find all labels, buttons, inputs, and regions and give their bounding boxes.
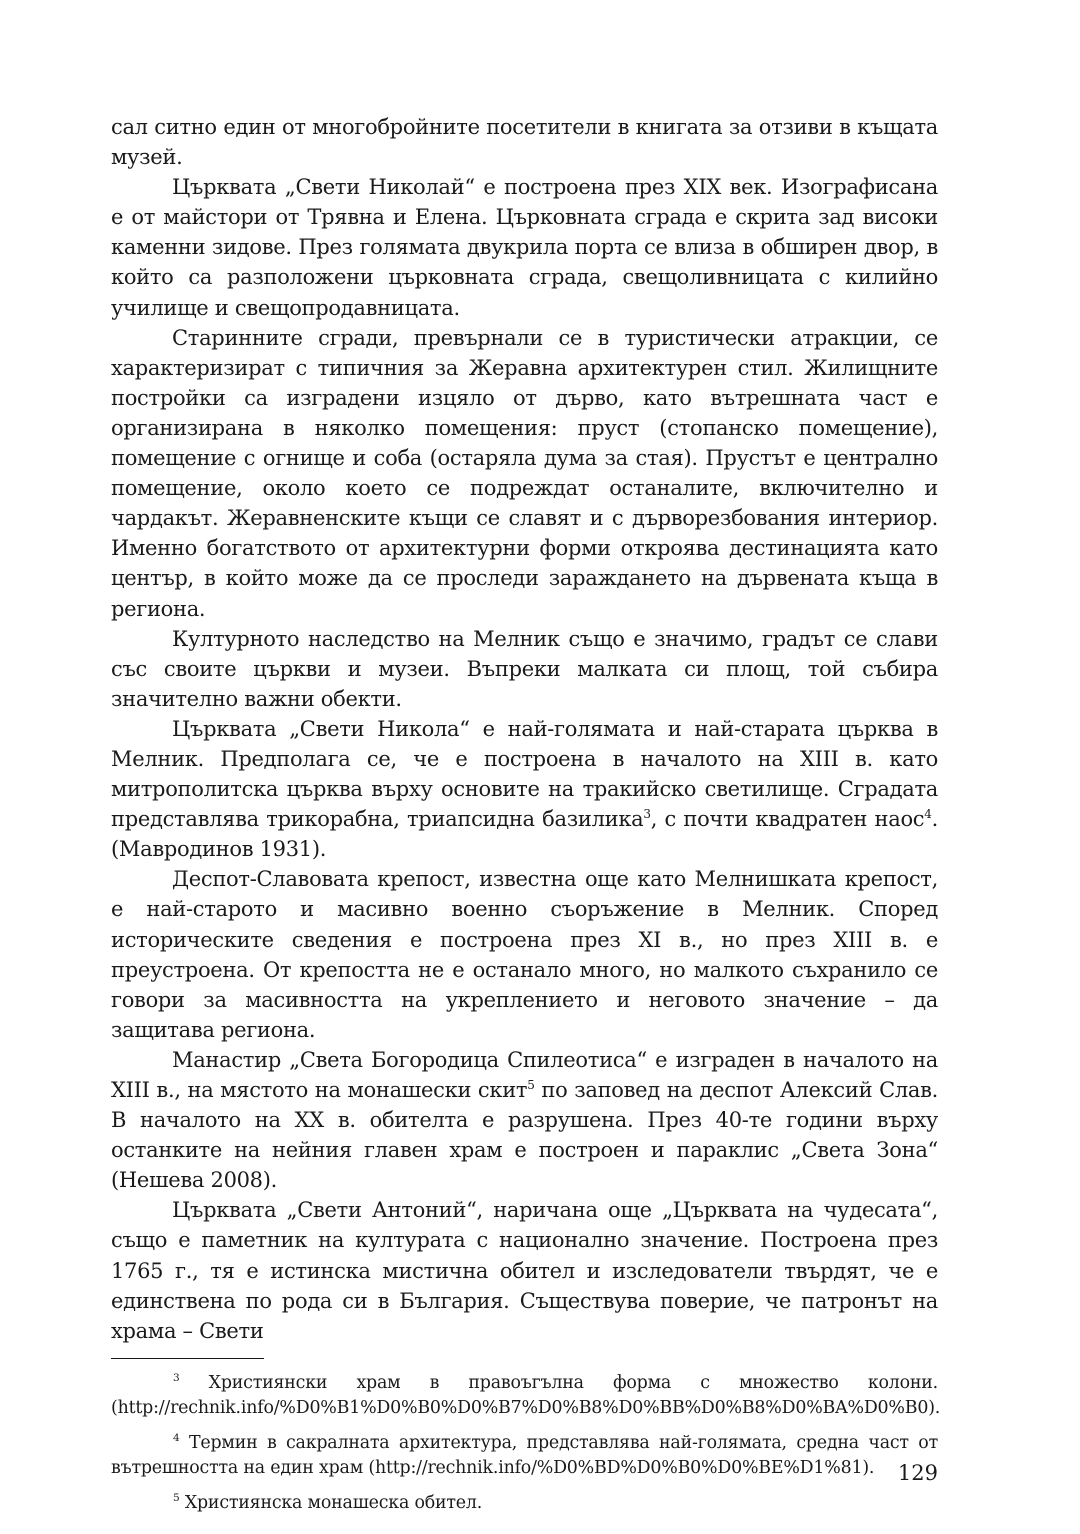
paragraph-8: Църквата „Свети Антоний“, наричана още „Църквата на чудесата“, също е паметник на културата с национално значение. Построена през 1765 г., тя е истинска мистична обител и изследователи твърдят, че е единствена по рода си в България. Съществува поверие, че патронът на храма – Свети: [111, 1198, 938, 1343]
page-number: 129: [897, 1461, 938, 1485]
paragraph-5-text-a: Църквата „Свети Никола“ е най-голямата и най-старата църква в Мелник. Предполага се, че е построена в началото на XIII в. като митрополитска църква върху основите на тракийско светилище. Сградата представлява трикорабна, триапсидна базилика: [111, 716, 938, 832]
paragraph-4: Културното наследство на Мелник също е значимо, градът се слави със своите църкви и музеи. Въпреки малката си площ, той събира значително важни обекти.: [111, 626, 938, 711]
paragraph-7-text-b: по заповед на деспот Алексий Слав. В началото на XX в. обителта е разрушена. През 40-те години върху останките на нейния главен храм е построен и параклис „Света Зона“ (Нешева 2008).: [111, 1078, 938, 1193]
footnotes: [111, 1371, 941, 1517]
footnote-marker-3: 3: [173, 1372, 180, 1385]
footnote-4: [111, 1431, 938, 1482]
footnote-marker-4: 4: [173, 1432, 180, 1445]
footnote-4-text: Термин в сакралната архитектура, представлява най-голямата, средна част от вътрешността на един храм (http://rechnik.info/%D0%BD%D0%B0%D0%BE%D1%81).: [111, 1432, 938, 1479]
paragraph-7: [111, 1045, 938, 1195]
footnote-ref-4[interactable]: 4: [924, 807, 932, 822]
footnote-5-text: Християнска монашеска обител.: [184, 1492, 483, 1513]
paragraph-2: Църквата „Свети Николай“ е построена през XIX век. Изографисана е от майстори от Трявна и Елена. Църковната сграда е скрита зад високи каменни зидове. През голямата двукрила порта се влиза в обширен двор, в който са разположени църковната сграда, свещоливницата с килийно училище и свещопродавницата.: [111, 175, 938, 320]
footnote-5: [111, 1491, 938, 1517]
paragraph-6: Деспот-Славовата крепост, известна още като Мелнишката крепост, е най-старото и масивно военно съоръжение в Мелник. Според историческите сведения е построена през XI в., но през XIII в. е преустроена. От крепостта не е останало много, но малкото съхранило се говори за масивността на укреплението и неговото значение – да защитава региона.: [111, 867, 938, 1042]
paragraph-5: [111, 714, 938, 864]
footnote-3-text: Християнски храм в правоъгълна форма с множество колони. (http://rechnik.info/%D0%B1%D0%B0%D0%B7%D0%B8%D0%BB%D0%B8%D0%BA%D0%B0).: [111, 1372, 941, 1419]
footnote-3: [111, 1371, 941, 1422]
paragraph-1: сал ситно един от многобройните посетители в книгата за отзиви в къщата музей.: [111, 115, 938, 170]
page-content: [111, 112, 941, 1525]
footnote-divider: [111, 1358, 264, 1359]
body-text: [111, 112, 938, 1346]
paragraph-5-text-b: , с почти квадратен наос: [650, 807, 925, 832]
paragraph-3: Старинните сгради, превърнали се в туристически атракции, се характеризират с типичния за Жеравна архитектурен стил. Жилищните постройки са изградени изцяло от дърво, като вътрешната част е организирана в няколко помещения: пруст (стопанско помещение), помещение с огнище и соба (остаряла дума за стая). Прустът е централно помещение, около което се подреждат останалите, включително и чардакът. Жеравненските къщи се славят и с дърворезбования интериор. Именно богатството от архитектурни форми откроява дестинацията като център, в който може да се проследи зараждането на дървената къща в региона.: [111, 325, 938, 621]
paragraph-7-text-a: Манастир „Света Богородица Спилеотиса“ е изграден в началото на XIII в., на мястото на монашески скит: [111, 1047, 938, 1102]
footnote-ref-3[interactable]: 3: [643, 807, 651, 822]
footnote-marker-5: 5: [173, 1492, 180, 1505]
paragraph-5-text-c: . (Мавродинов 1931).: [111, 807, 938, 862]
footnote-ref-5[interactable]: 5: [527, 1078, 535, 1092]
